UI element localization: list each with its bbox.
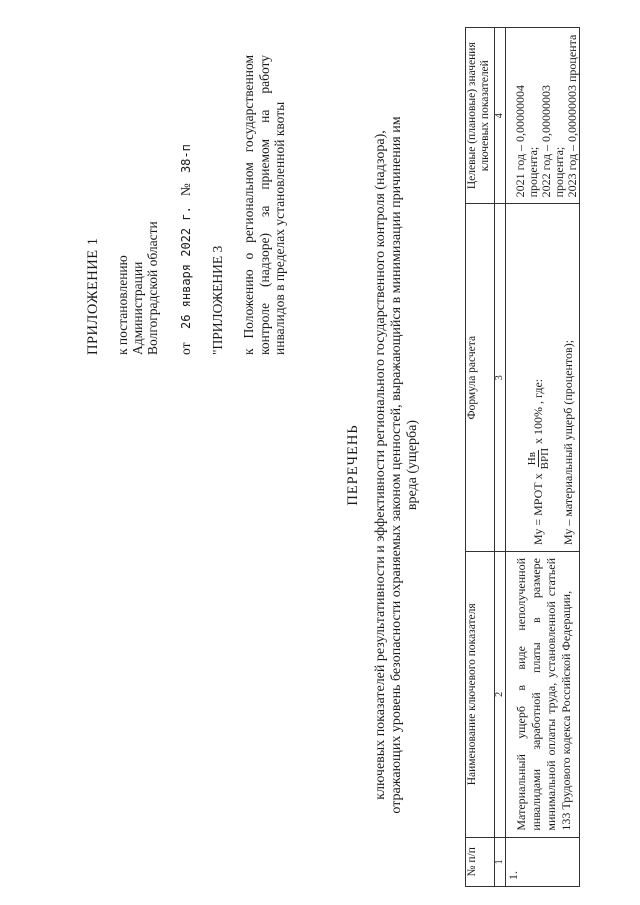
target-value: 2023 год – 0,00000003 процента: [565, 34, 579, 198]
reference-text: к Положению о региональном государственном контроле (надзоре) за приемом на работу инвалидов в пределах установленной квоты: [241, 55, 287, 355]
indicators-table: [465, 27, 580, 887]
formula-right: х 100% , где:: [531, 378, 545, 444]
formula-cell: [506, 204, 580, 552]
approval-header: [86, 35, 288, 355]
number-value: 38-п: [179, 144, 193, 174]
indicator-name: Материальный ущерб в виде неполученной инвалидами заработной платы в размере минимальной оплаты труда, установленной статьей 133 Трудового кодекса Российской Федерации,: [506, 552, 580, 838]
formula-numerator: Нв: [526, 452, 538, 466]
number-sign: №: [178, 183, 193, 197]
to-decree-text: к постановлению: [115, 255, 130, 355]
document-title: [345, 115, 421, 815]
date-prefix: от: [178, 342, 193, 355]
target-value: 2021 год – 0,00000004 процента;: [513, 85, 540, 198]
administration-text: Администрации: [130, 261, 145, 355]
appendix1-title: ПРИЛОЖЕНИЕ 1: [85, 237, 101, 355]
row-number: 1.: [506, 837, 580, 886]
formula-denominator: ВРП: [539, 447, 551, 470]
col-number: 1: [495, 837, 506, 886]
header-targets: Целевые (плановые) значения ключевых показателей: [466, 28, 495, 204]
date-value: 26 января 2022 г.: [179, 206, 193, 330]
header-name: Наименование ключевого показателя: [466, 552, 495, 838]
col-number: 3: [495, 204, 506, 552]
region-text: Волгоградской области: [145, 221, 160, 355]
formula-left: Му = МРОТ х: [531, 473, 545, 545]
table-row: [506, 28, 580, 887]
header-formula: Формула расчета: [466, 204, 495, 552]
appendix3-title: "ПРИЛОЖЕНИЕ 3: [210, 245, 225, 355]
col-number: 4: [495, 28, 506, 204]
header-num: № п/п: [466, 837, 495, 886]
target-value: 2022 год – 0,00000003 процента;: [539, 85, 566, 198]
title-heading: ПЕРЕЧЕНЬ: [345, 424, 361, 506]
formula-note: Му – материальный ущерб (процентов);: [561, 339, 575, 545]
formula: [526, 210, 551, 545]
targets-cell: [506, 28, 580, 204]
col-number: 2: [495, 552, 506, 838]
formula-fraction: [526, 448, 551, 469]
table-header-row: [466, 28, 495, 887]
column-number-row: [495, 28, 506, 887]
date-row: [178, 35, 194, 355]
title-text: ключевых показателей результативности и эффективности регионального государственного контроля (надзора), отражающих уровень безопасности охраняемых законом ценностей, выражающийся в минимизации причинения им вреда (ущерба): [373, 116, 420, 814]
